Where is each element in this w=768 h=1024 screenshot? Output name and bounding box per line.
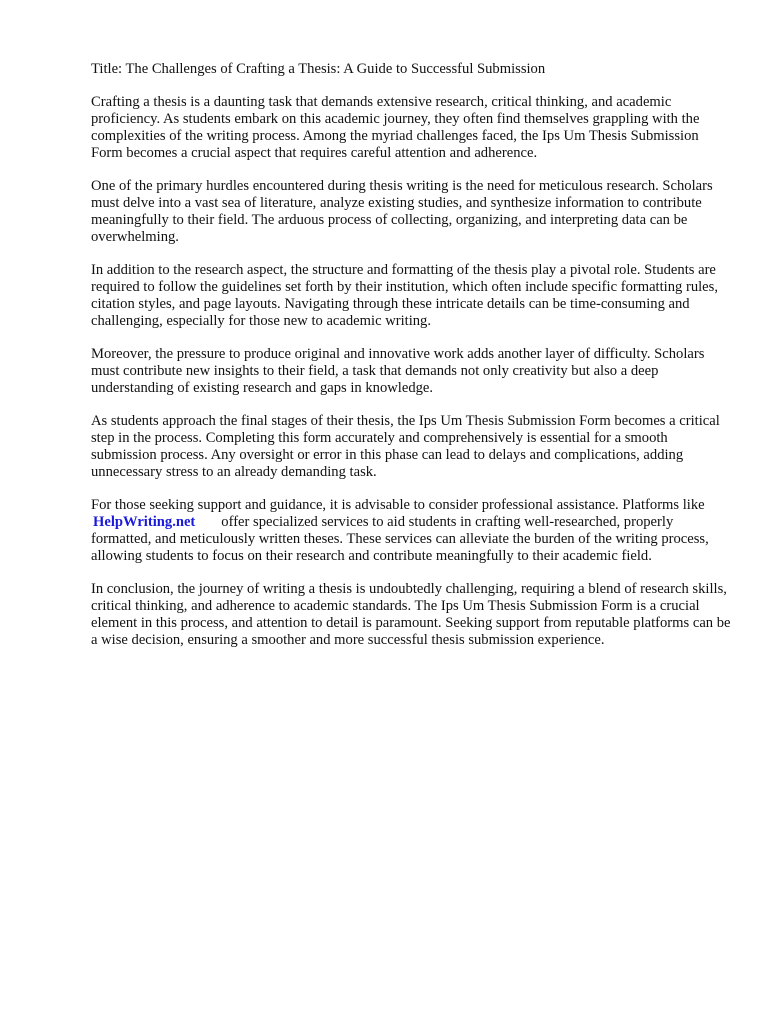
paragraph-originality: Moreover, the pressure to produce original and innovative work adds another layer of difficulty. Scholars must contribute new insights to their field, a task that demands not only creativity but also a deep understanding of existing research and gaps in knowledge. [91, 346, 705, 396]
support-text-before: For those seeking support and guidance, it is advisable to consider professional assistance. Platforms like [91, 497, 705, 513]
paragraph-submission-form: As students approach the final stages of their thesis, the Ips Um Thesis Submission Form becomes a critical step in the process. Completing this form accurately and comprehensively is essential for a smooth submission process. Any oversight or error in this phase can lead to delays and complications, adding unnecessary stress to an already demanding task. [91, 413, 720, 480]
paragraph-research: One of the primary hurdles encountered during thesis writing is the need for meticulous research. Scholars must delve into a vast sea of literature, analyze existing studies, and synthesize information to contribute meaningfully to their field. The arduous process of collecting, organizing, and interpreting data can be overwhelming. [91, 178, 713, 245]
document-title: Title: The Challenges of Crafting a Thesis: A Guide to Successful Submission [91, 61, 546, 77]
paragraph-support [91, 497, 731, 565]
paragraph-formatting: In addition to the research aspect, the structure and formatting of the thesis play a pivotal role. Students are required to follow the guidelines set forth by their institution, which often include specific formatting rules, citation styles, and page layouts. Navigating through these intricate details can be time-consuming and challenging, especially for those new to academic writing. [91, 262, 718, 329]
paragraph-conclusion: In conclusion, the journey of writing a thesis is undoubtedly challenging, requiring a blend of research skills, critical thinking, and adherence to academic standards. The Ips Um Thesis Submission Form is a crucial element in this process, and attention to detail is paramount. Seeking support from reputable platforms can be a wise decision, ensuring a smoother and more successful thesis submission experience. [91, 581, 731, 648]
support-text-after: offer specialized services to aid students in crafting well-researched, properly formatted, and meticulously written theses. These services can alleviate the burden of the writing process, allowing students to focus on their research and contribute meaningfully to their academic field. [91, 514, 709, 564]
paragraph-intro: Crafting a thesis is a daunting task that demands extensive research, critical thinking, and academic proficiency. As students embark on this academic journey, they often find themselves grappling with the complexities of the writing process. Among the myriad challenges faced, the Ips Um Thesis Submission Form becomes a crucial aspect that requires careful attention and adherence. [91, 94, 700, 161]
helpwriting-link[interactable]: HelpWriting.net [93, 514, 196, 530]
